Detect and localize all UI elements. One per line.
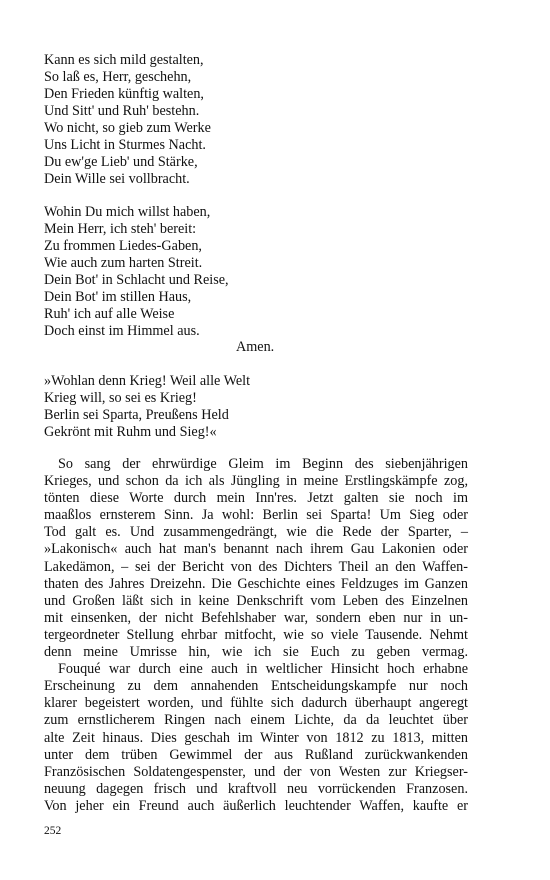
verse-line: Den Frieden künftig walten, [44, 86, 204, 102]
verse-line: Gekrönt mit Ruhm und Sieg!« [44, 424, 217, 440]
prose-line: So sang der ehrwürdige Gleim im Beginn des siebenjährigen [58, 456, 468, 472]
verse-line: Wie auch zum harten Streit. [44, 255, 203, 271]
verse-line: So laß es, Herr, geschehn, [44, 69, 192, 85]
quoted-verse [44, 373, 250, 441]
verse-line: Dein Bot' im stillen Haus, [44, 289, 192, 305]
prose-line: zum ernstlicherem Ringen nach einem Lichte, da da leuchtet über [44, 712, 468, 729]
prose-line: Erscheinung zu dem annahenden Entscheidungskampfe nur noch [44, 678, 468, 695]
prose-line: mit einsenken, der nicht Befehlshaber war, sondern eben nur in un- [44, 609, 468, 626]
prose-line: maaßlos ernsterem Sinn. Ja wohl: Berlin sei Sparta! Um Sieg oder [44, 507, 468, 524]
prose-line: neuung dagegen frisch und kraftvoll neu vorrückenden Franzosen. [44, 780, 468, 797]
prose-line: denn meine Umrisse hin, wie ich sie Euch zu geben vermag. [44, 644, 468, 661]
paragraph [44, 661, 468, 815]
verse-line: Und Sitt' und Ruh' bestehn. [44, 103, 200, 119]
prose-line: tönten diese Worte durch mein Inn'res. Jetzt galten sie noch im [44, 490, 468, 507]
prose-line: Fouqué war durch eine auch in weltlicher Hinsicht hoch erhabne [58, 661, 468, 678]
verse-line: Kann es sich mild gestalten, [44, 52, 204, 68]
prose-line: Krieges, und schon da ich als Jüngling in meine Erstlingskämpfe zog, [44, 473, 468, 490]
prose-line: Von jeher ein Freund auch äußerlich leuchtender Waffen, kaufte er [44, 797, 468, 814]
verse-line: »Wohlan denn Krieg! Weil alle Welt [44, 373, 251, 389]
prose-line: Lakedämon, – sei der Bericht von des Dichters Theil an den Waffen- [44, 558, 468, 575]
prose-line: alte Zeit hinaus. Dies geschah im Winter von 1812 zu 1813, mitten [44, 729, 468, 746]
poem-stanza-2 [44, 204, 229, 340]
prose-line: tergeordneter Stellung ehrbar mitfocht, wie so viele Tausende. Nehmt [44, 626, 468, 643]
prose-line: Tod galt es. Und zusammengedrängt, wie die Rede der Sparter, – [44, 524, 468, 541]
prose-line: Französischen Soldatengespenster, und der von Westen zur Kriegser- [44, 763, 468, 780]
prose-line: klarer begeistert worden, und fühlte sich dadurch überhaupt angeregt [44, 695, 468, 712]
verse-line: Wohin Du mich willst haben, [44, 204, 211, 220]
verse-line: Du ew'ge Lieb' und Stärke, [44, 154, 198, 170]
verse-line: Wo nicht, so gieb zum Werke [44, 120, 211, 136]
page-number: 252 [44, 825, 62, 837]
prose-line: thaten des Jahres Dreizehn. Die Geschichte eines Feldzuges im Ganzen [44, 575, 468, 592]
verse-line: Krieg will, so sei es Krieg! [44, 390, 197, 406]
amen-line: Amen. [236, 339, 275, 355]
poem-stanza-1 [44, 52, 211, 188]
verse-line: Doch einst im Himmel aus. [44, 323, 200, 339]
verse-line: Berlin sei Sparta, Preußens Held [44, 407, 229, 423]
prose-line: und Großen läßt sich in keine Denkschrift vom Leben des Einzelnen [44, 592, 468, 609]
prose-line: »Lakonisch« auch hat man's benannt nach ihrem Gau Lakonien oder [44, 541, 468, 558]
verse-line: Dein Bot' in Schlacht und Reise, [44, 272, 229, 288]
prose-text [44, 456, 468, 815]
verse-line: Uns Licht in Sturmes Nacht. [44, 137, 206, 153]
paragraph [44, 456, 468, 661]
verse-line: Mein Herr, ich steh' bereit: [44, 221, 197, 237]
verse-line: Ruh' ich auf alle Weise [44, 306, 175, 322]
verse-line: Dein Wille sei vollbracht. [44, 171, 190, 187]
prose-line: unter dem trüben Gewimmel der aus Rußland zurückwankenden [44, 746, 468, 763]
verse-line: Zu frommen Liedes-Gaben, [44, 238, 202, 254]
